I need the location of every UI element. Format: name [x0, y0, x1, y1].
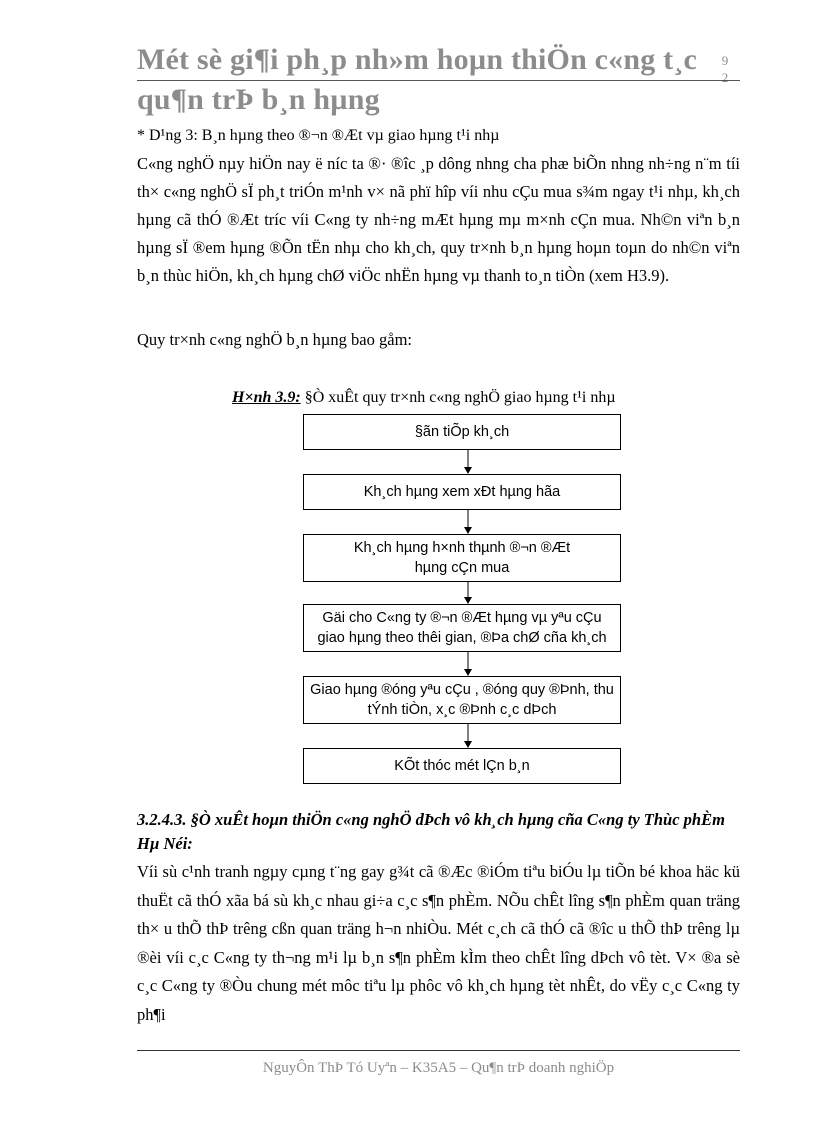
flow-step-4: Gäi cho C«ng ty ®¬n ®Æt hµng vµ yªu cÇu giao hµng theo thêi gian, ®Þa chØ cña kh¸ch	[303, 604, 621, 652]
paragraph-3: Víi sù c¹nh tranh ngµy cµng t¨ng gay g¾t cã ®Æc ®iÓm tiªu biÓu lµ tiÕn bé khoa häc kü thuËt cã thÓ xãa bá sù kh¸c nhau gi÷a c¸c s¶n phÈm. NÕu chÊt lîng s¶n phÈm quan träng th× u thÕ thÞ trêng cßn quan träng h¬n nhiÒu. Mét c¸ch cã thÓ cã ®îc u thÕ thÞ trêng lµ ®èi víi c¸c C«ng ty th¬ng m¹i lµ b¸n s¶n phÈm kÌm theo chÊt lîng dÞch vô tèt. V× ®a sè c¸c C«ng ty ®Òu chung mét môc tiªu lµ phôc vô kh¸ch hµng tèt nhÊt, do vËy c¸c C«ng ty ph¶i	[137, 862, 740, 1024]
flow-arrow-4	[462, 652, 474, 676]
footer-divider	[137, 1050, 740, 1051]
header-title: Mét sè gi¶i ph¸p nh»m hoµn thiÖn c«ng t¸c qu¶n trÞ b¸n hµng	[137, 43, 698, 116]
figure-caption	[232, 387, 732, 409]
header-divider	[137, 80, 740, 81]
flow-arrow-3	[462, 582, 474, 604]
page-number-line1: 9	[721, 53, 729, 68]
flow-arrow-1	[462, 450, 474, 474]
flow-step-3: Kh¸ch hµng h×nh thµnh ®¬n ®Æt hµng cÇn mua	[303, 534, 621, 582]
page-number-line2: 2	[721, 70, 729, 85]
flow-step-5: Giao hµng ®óng yªu cÇu , ®óng quy ®Þnh, thu tÝnh tiÒn, x¸c ®Þnh c¸c dÞch	[303, 676, 621, 724]
intro-line: * D¹ng 3: B¸n hµng theo ®¬n ®Æt vµ giao hµng t¹i nhµ	[137, 127, 500, 144]
flow-step-6: KÕt thóc mét lÇn b¸n	[303, 748, 621, 784]
paragraph-1: C«ng nghÖ nµy hiÖn nay ë níc ta ®· ®îc ¸p dông nhng cha phæ biÕn nhng nh÷ng n¨m tíi th× c«ng nghÖ sÏ ph¸t triÓn m¹nh v× nã phï hîp víi nhu cÇu mua s¾m ngay t¹i nhµ, kh¸ch hµng cã thÓ ®Æt tríc víi C«ng ty nh÷ng mÆt hµng mµ m×nh cÇn mua. Nh©n viªn b¸n hµng sÏ ®em hµng ®Õn tËn nhµ cho kh¸ch, quy tr×nh b¸n hµng hoµn toµn do nh©n viªn b¸n thùc hiÖn, kh¸ch hµng chØ viÖc nhËn hµng vµ thanh to¸n tiÒn (xem H3.9).	[137, 154, 740, 285]
flow-step-2: Kh¸ch hµng xem xÐt hµng hãa	[303, 474, 621, 510]
figure-label: H×nh 3.9:	[232, 389, 301, 406]
paragraph-2: Quy tr×nh c«ng nghÖ b¸n hµng bao gåm:	[137, 330, 412, 349]
footer-text: NguyÔn ThÞ Tó Uyªn – K35A5 – Qu¶n trÞ doanh nghiÖp	[262, 1060, 615, 1076]
figure-title: §Ò xuÊt quy tr×nh c«ng nghÖ giao hµng t¹i nhµ	[300, 389, 616, 406]
flow-step-1: §ãn tiÕp kh¸ch	[303, 414, 621, 450]
flow-arrow-2	[462, 510, 474, 534]
flow-arrow-5	[462, 724, 474, 748]
section-heading: 3.2.4.3. §Ò xuÊt hoµn thiÖn c«ng nghÖ dÞch vô kh¸ch hµng cña C«ng ty Thùc phÈm Hµ Néi:	[137, 810, 725, 853]
